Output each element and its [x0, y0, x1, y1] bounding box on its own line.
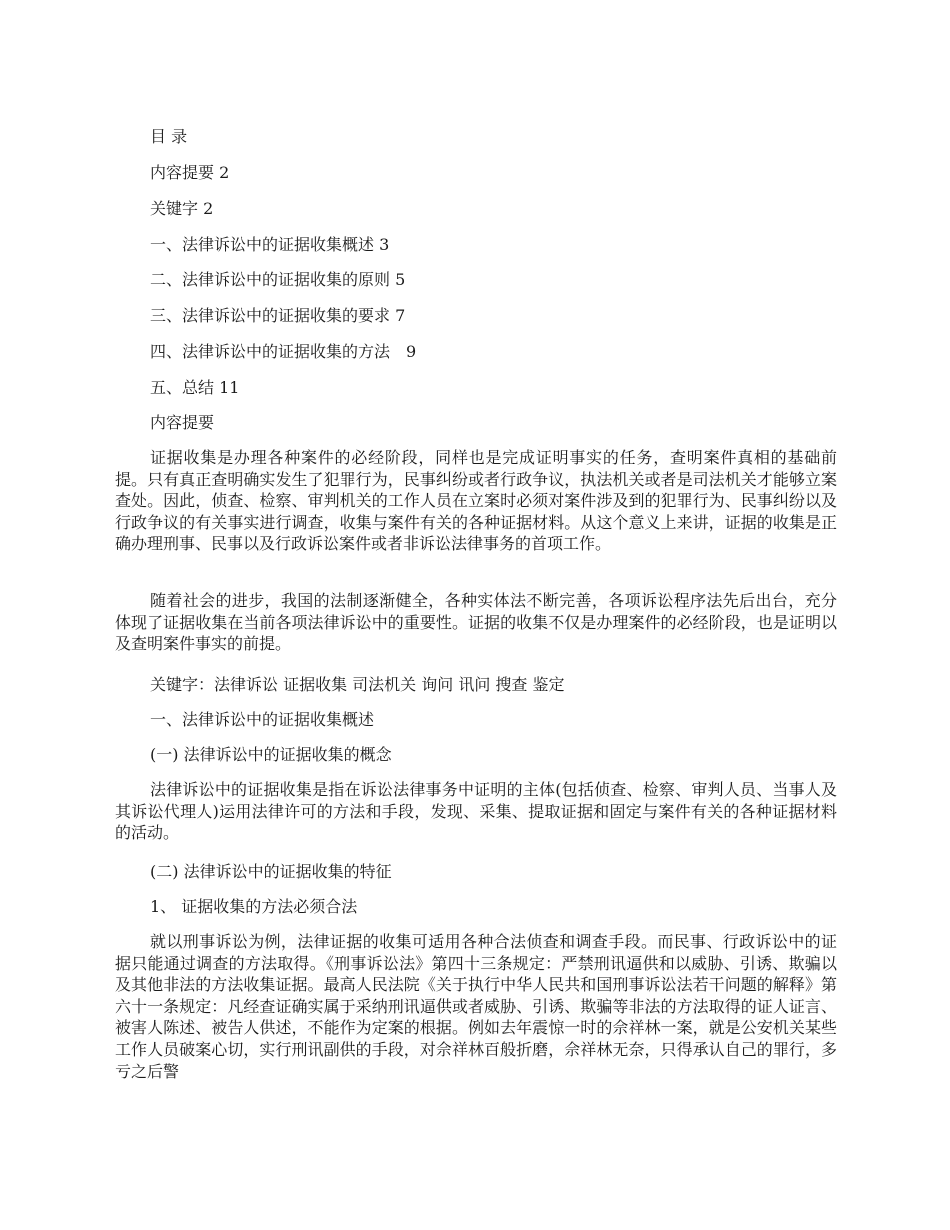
toc-item-section-4: 四、法律诉讼中的证据收集的方法 9	[150, 342, 417, 361]
section-heading: 一、法律诉讼中的证据收集概述	[150, 710, 375, 729]
subsection-heading: (二) 法律诉讼中的证据收集的特征	[150, 862, 392, 881]
toc-item-section-3: 三、法律诉讼中的证据收集的要求 7	[150, 306, 406, 325]
toc-item-section-2: 二、法律诉讼中的证据收集的原则 5	[150, 270, 406, 289]
toc-item-section-1: 一、法律诉讼中的证据收集概述 3	[150, 235, 390, 254]
abstract-heading: 内容提要	[150, 413, 215, 432]
abstract-paragraph: 证据收集是办理各种案件的必经阶段，同样也是完成证明事实的任务，查明案件真相的基础前提。只有真正查明确实发生了犯罪行为，民事纠纷或者行政争议，执法机关或者是司法机关才能够立案查处。因此，侦查、检察、审判机关的工作人员在立案时必须对案件涉及到的犯罪行为、民事纠纷以及行政争议的有关事实进行调查，收集与案件有关的各种证据材料。从这个意义上来讲，证据的收集是正确办理刑事、民事以及行政诉讼案件或者非诉讼法律事务的首项工作。	[115, 448, 837, 554]
body-paragraph: 就以刑事诉讼为例，法律证据的收集可适用各种合法侦查和调查手段。而民事、行政诉讼中的证据只能通过调查的方法取得。《刑事诉讼法》第四十三条规定：严禁刑讯逼供和以威胁、引诱、欺骗以及其他非法的方法收集证据。最高人民法院《关于执行中华人民共和国刑事诉讼法若干问题的解释》第六十一条规定：凡经查证确实属于采纳刑讯逼供或者威胁、引诱、欺骗等非法的方法取得的证人证言、被害人陈述、被告人供述，不能作为定案的根据。例如去年震惊一时的佘祥林一案，就是公安机关某些工作人员破案心切，实行刑讯副供的手段，对佘祥林百般折磨，佘祥林无奈，只得承认自己的罪行，多亏之后警	[115, 932, 837, 1081]
keywords-line: 关键字：法律诉讼 证据收集 司法机关 询问 讯问 搜查 鉴定	[150, 675, 565, 694]
body-paragraph: 法律诉讼中的证据收集是指在诉讼法律事务中证明的主体(包括侦查、检察、审判人员、当事人及其诉讼代理人)运用法律许可的方法和手段，发现、采集、提取证据和固定与案件有关的各种证据材料的活动。	[115, 780, 837, 843]
toc-item-abstract: 内容提要 2	[150, 163, 230, 182]
subsection-heading: (一) 法律诉讼中的证据收集的概念	[150, 745, 392, 764]
toc-item-keywords: 关键字 2	[150, 199, 214, 218]
toc-title: 目 录	[150, 127, 188, 146]
toc-item-section-5: 五、总结 11	[150, 378, 240, 397]
abstract-paragraph: 随着社会的进步，我国的法制逐渐健全，各种实体法不断完善，各项诉讼程序法先后出台，充分体现了证据收集在当前各项法律诉讼中的重要性。证据的收集不仅是办理案件的必经阶段，也是证明以及查明案件事实的前提。	[115, 591, 837, 654]
point-heading: 1、 证据收集的方法必须合法	[150, 897, 358, 916]
